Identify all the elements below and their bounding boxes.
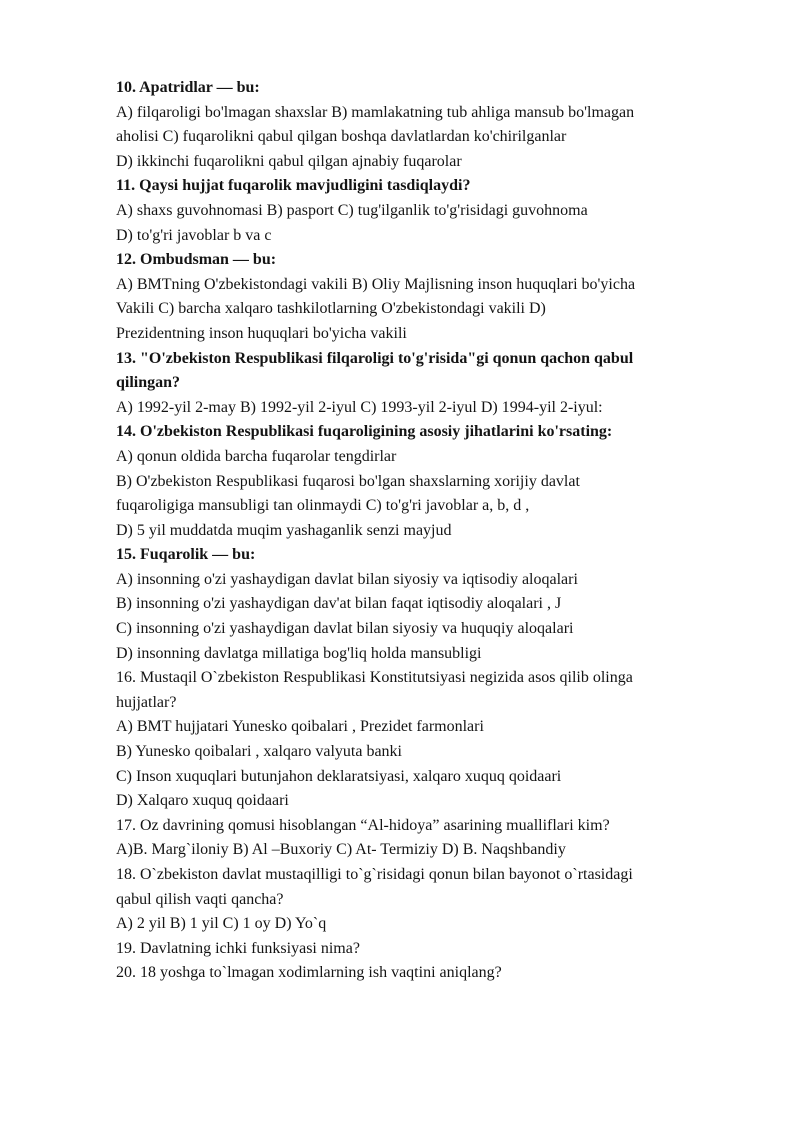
answer-line: Vakili C) barcha xalqaro tashkilotlarning O'zbekistondagi vakili D) (116, 300, 546, 318)
question-18-cont: qabul qilish vaqti qancha? (116, 890, 284, 908)
answer-line: aholisi C) fuqarolikni qabul qilgan boshqa davlatlardan ko'chirilganlar (116, 128, 567, 146)
answer-line: B) Yunesko qoibalari , xalqaro valyuta banki (116, 743, 402, 761)
question-16: 16. Mustaqil O`zbekiston Respublikasi Konstitutsiyasi negizida asos qilib olinga (116, 669, 633, 687)
answer-line: A) insonning o'zi yashaydigan davlat bilan siyosiy va iqtisodiy aloqalari (116, 570, 578, 588)
answer-line: A) BMT hujjatari Yunesko qoibalari , Prezidet farmonlari (116, 718, 484, 736)
question-18: 18. O`zbekiston davlat mustaqilligi to`g`risidagi qonun bilan bayonot o`rtasidagi (116, 866, 633, 883)
answer-line: A)B. Marg`iloniy B) Al –Buxoriy C) At- Termiziy D) B. Naqshbandiy (116, 841, 566, 859)
question-10: 10. Apatridlar — bu: (116, 79, 260, 96)
question-13-cont: qilingan? (116, 374, 181, 392)
answer-line: B) O'zbekiston Respublikasi fuqarosi bo'lgan shaxslarning xorijiy davlat (116, 472, 580, 490)
answer-line: C) insonning o'zi yashaydigan davlat bilan siyosiy va huquqiy aloqalari (116, 620, 574, 638)
question-11: 11. Qaysi hujjat fuqarolik mavjudligini tasdiqlaydi? (116, 177, 471, 195)
answer-line: A) BMTning O'zbekistondagi vakili B) Oliy Majlisning inson huquqlari bo'yicha (116, 275, 636, 293)
answer-line: A) 1992-yil 2-may B) 1992-yil 2-iyul C) 1993-yil 2-iyul D) 1994-yil 2-iyul: (116, 398, 603, 416)
answer-line: B) insonning o'zi yashaydigan dav'at bilan faqat iqtisodiy aloqalari , J (116, 595, 562, 613)
answer-line: A) 2 yil B) 1 yil C) 1 oy D) Yo`q (116, 915, 327, 933)
question-20: 20. 18 yoshga to`lmagan xodimlarning ish vaqtini aniqlang? (116, 964, 502, 982)
answer-line: A) qonun oldida barcha fuqarolar tengdirlar (116, 447, 397, 465)
answer-line: Prezidentning inson huquqlari bo'yicha vakili (116, 324, 407, 342)
question-16-cont: hujjatlar? (116, 693, 177, 711)
question-14: 14. O'zbekiston Respublikasi fuqaroligining asosiy jihatlarini ko'rsating: (116, 423, 613, 441)
question-17: 17. Oz davrining qomusi hisoblangan “Al-hidoya” asarining mualliflari kim? (116, 816, 610, 834)
question-19: 19. Davlatning ichki funksiyasi nima? (116, 939, 360, 957)
answer-line: A) shaxs guvohnomasi B) pasport C) tug'ilganlik to'g'risidagi guvohnoma (116, 201, 588, 219)
answer-line: D) ikkinchi fuqarolikni qabul qilgan ajnabiy fuqarolar (116, 152, 462, 170)
question-13: 13. "O'zbekiston Respublikasi filqaroligi to'g'risida"gi qonun qachon qabul (116, 349, 634, 367)
answer-line: C) Inson xuquqlari butunjahon deklaratsiyasi, xalqaro xuquq qoidaari (116, 767, 562, 785)
answer-line: D) to'g'ri javoblar b va c (116, 226, 272, 244)
answer-line: D) Xalqaro xuquq qoidaari (116, 792, 289, 810)
answer-line: D) 5 yil muddatda muqim yashaganlik senzi mayjud (116, 521, 452, 539)
answer-line: A) filqaroligi bo'lmagan shaxslar B) mamlakatning tub ahliga mansub bo'lmagan (116, 103, 635, 121)
question-15: 15. Fuqarolik — bu: (116, 546, 256, 564)
document-page (116, 76, 746, 986)
question-12: 12. Ombudsman — bu: (116, 251, 277, 269)
answer-line: fuqaroligiga mansubligi tan olinmaydi C) to'g'ri javoblar a, b, d , (116, 497, 530, 515)
answer-line: D) insonning davlatga millatiga bog'liq holda mansubligi (116, 644, 482, 662)
